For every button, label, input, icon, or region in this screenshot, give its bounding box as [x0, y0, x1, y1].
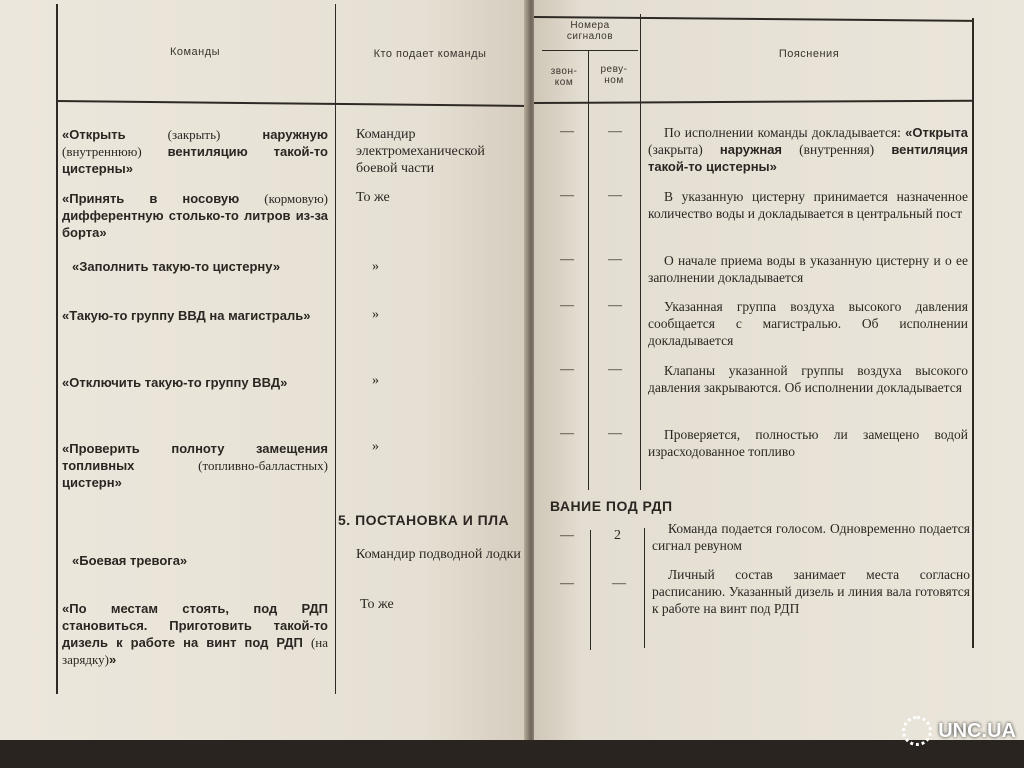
command-text: «Такую-то группу ВВД на магистраль» — [62, 308, 311, 323]
siren-signal: — — [608, 298, 622, 313]
bell-signal: — — [560, 362, 574, 377]
command-text: «Заполнить такую-то цистерну» — [72, 259, 281, 274]
siren-signal: — — [608, 362, 622, 377]
bell-signal: — — [560, 576, 574, 591]
command-text: «Принять в носовую (кормовую) дифферентную столько-то литров из-за борта» — [62, 191, 328, 240]
column-divider — [640, 14, 641, 490]
header-commands: Команды — [169, 46, 221, 58]
siren-signal: — — [608, 426, 622, 441]
who-text: Командир электромеханической боевой части — [356, 127, 485, 176]
command-text: «По местам стоять, под РДП становиться. Приготовить такой-то дизель к работе на винт под РДП (на зарядку)» — [62, 601, 328, 667]
header-divider — [56, 100, 528, 107]
header-bell: звон-ком — [550, 66, 578, 88]
explanation-text: Указанная группа воздуха высокого давления сообщается с магистралью. Об исполнении докладывается — [648, 299, 968, 348]
column-divider — [335, 4, 336, 694]
explanation-text: О начале приема воды в указанную цистерну и о ее заполнении докладывается — [648, 253, 968, 285]
header-who: Кто подает команды — [373, 48, 487, 60]
header-divider — [534, 100, 974, 104]
table-border-left — [56, 4, 58, 694]
who-text: » — [372, 439, 379, 454]
explanation-text: По исполнении команды докладывается: «Открыта (закрыта) наружная (внутренняя) вентиляция такой-то цистерны» — [648, 125, 968, 174]
who-text: » — [372, 259, 379, 274]
explanation-text: Команда подается голосом. Одновременно подается сигнал ревуном — [652, 521, 970, 553]
siren-signal: — — [612, 576, 626, 591]
bell-signal: — — [560, 188, 574, 203]
header-signal-numbers: Номера сигналов — [566, 20, 614, 42]
bell-signal: — — [560, 426, 574, 441]
explanation-text: В указанную цистерну принимается назначенное количество воды и докладывается в центральный пост — [648, 189, 968, 221]
column-divider — [588, 50, 589, 490]
explanation-text: Личный состав занимает места согласно расписанию. Указанный дизель и линия вала готовятся к работе на винт под РДП — [652, 567, 970, 616]
section-title-continued: ВАНИЕ ПОД РДП — [550, 498, 673, 514]
who-text: Командир подводной лодки — [356, 547, 521, 562]
command-text: «Проверить полноту замещения топливных (топливно-балластных) цистерн» — [62, 441, 328, 490]
right-page — [534, 0, 1024, 748]
page-edge-shadow — [0, 740, 1024, 768]
bell-signal: — — [560, 252, 574, 267]
siren-signal: 2 — [614, 528, 621, 543]
table-border-right — [972, 18, 974, 648]
command-text: «Боевая тревога» — [72, 553, 188, 568]
siren-signal: — — [608, 252, 622, 267]
header-siren: реву-ном — [600, 64, 628, 86]
who-text: » — [372, 307, 379, 322]
explanation-text: Клапаны указанной группы воздуха высокого давления закрываются. Об исполнении докладывается — [648, 363, 968, 395]
watermark-text: UNC.UA — [938, 719, 1016, 742]
column-divider — [590, 530, 591, 650]
bell-signal: — — [560, 124, 574, 139]
sun-logo-icon — [902, 716, 932, 746]
signals-header-divider — [542, 50, 638, 51]
command-text: «Открыть (закрыть) наружную (внутреннюю) вентиляцию такой-то цистерны» — [62, 127, 328, 176]
explanation-text: Проверяется, полностью ли замещено водой израсходованное топливо — [648, 427, 968, 459]
bell-signal: — — [560, 528, 574, 543]
siren-signal: — — [608, 124, 622, 139]
bell-signal: — — [560, 298, 574, 313]
command-text: «Отключить такую-то группу ВВД» — [62, 375, 288, 390]
who-text: То же — [360, 597, 394, 612]
siren-signal: — — [608, 188, 622, 203]
section-title: 5. ПОСТАНОВКА И ПЛА — [338, 512, 510, 528]
watermark — [902, 716, 1016, 746]
who-text: То же — [356, 190, 390, 205]
who-text: » — [372, 373, 379, 388]
column-divider — [644, 528, 645, 648]
header-explanations: Пояснения — [778, 48, 840, 60]
